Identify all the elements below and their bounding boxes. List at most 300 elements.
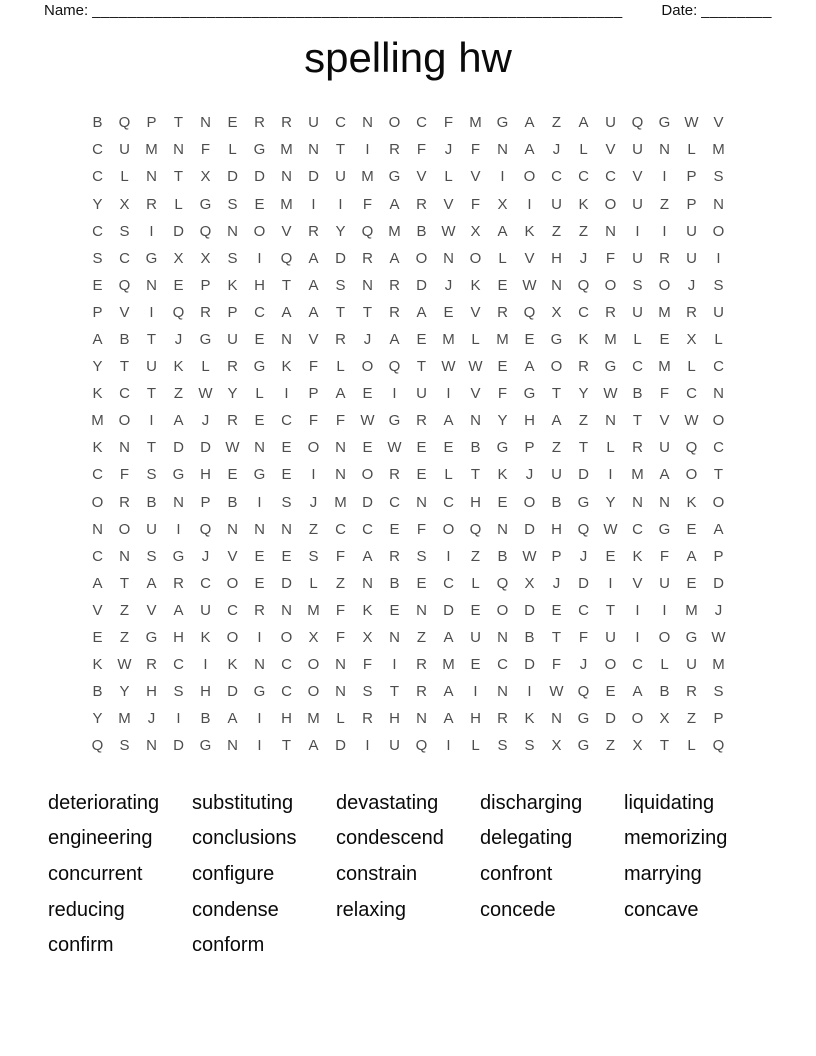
grid-letter: P <box>524 439 535 457</box>
grid-letter: Z <box>605 737 616 755</box>
grid-letter: P <box>551 547 562 565</box>
grid-letter: Y <box>335 222 346 240</box>
grid-letter: I <box>365 141 370 159</box>
grid-letter: B <box>200 710 211 728</box>
grid-letter: X <box>200 168 211 186</box>
grid-letter: O <box>361 466 374 484</box>
grid-letter: V <box>605 141 616 159</box>
grid-letter: P <box>200 493 211 511</box>
grid-letter: U <box>308 114 319 132</box>
grid-letter: L <box>444 466 453 484</box>
grid-letter: G <box>199 737 212 755</box>
grid-letter: J <box>552 574 561 592</box>
grid-letter: V <box>470 168 481 186</box>
grid-letter: I <box>365 737 370 755</box>
grid-letter: Z <box>173 385 184 403</box>
grid-letter: N <box>605 222 616 240</box>
grid-letter: I <box>527 683 532 701</box>
grid-letter: R <box>659 249 670 267</box>
grid-letter: B <box>551 493 562 511</box>
grid-letter: L <box>471 737 480 755</box>
grid-letter: S <box>146 466 157 484</box>
grid-letter: F <box>335 412 346 430</box>
grid-letter: V <box>308 330 319 348</box>
grid-letter: D <box>362 493 373 511</box>
grid-letter: L <box>687 737 696 755</box>
grid-letter: C <box>389 493 400 511</box>
grid-letter: X <box>551 303 562 321</box>
grid-letter: K <box>497 466 508 484</box>
grid-letter: K <box>524 222 535 240</box>
grid-letter: U <box>632 195 643 213</box>
grid-letter: I <box>257 737 262 755</box>
grid-letter: K <box>227 656 238 674</box>
grid-letter: U <box>416 385 427 403</box>
name-label: Name: <box>44 2 89 19</box>
grid-letter: R <box>578 358 589 376</box>
grid-letter: O <box>280 629 293 647</box>
grid-letter: L <box>471 330 480 348</box>
grid-letter: I <box>257 493 262 511</box>
grid-letter: G <box>550 330 563 348</box>
grid-letter: K <box>92 385 103 403</box>
grid-letter: R <box>605 303 616 321</box>
grid-letter: B <box>470 439 481 457</box>
grid-letter: F <box>578 629 589 647</box>
grid-letter: H <box>524 412 535 430</box>
grid-letter: N <box>146 276 157 294</box>
grid-letter: R <box>254 114 265 132</box>
grid-letter: Q <box>199 520 212 538</box>
grid-container <box>0 109 816 759</box>
grid-letter: G <box>577 737 590 755</box>
grid-letter: M <box>280 195 293 213</box>
grid-letter: K <box>470 276 481 294</box>
grid-letter: A <box>443 412 454 430</box>
grid-letter: C <box>416 114 427 132</box>
grid-letter: C <box>632 520 643 538</box>
grid-letter: E <box>443 303 454 321</box>
grid-letter: Z <box>470 547 481 565</box>
grid-letter: E <box>605 547 616 565</box>
grid-letter: N <box>362 574 373 592</box>
grid-letter: U <box>551 466 562 484</box>
grid-letter: A <box>92 574 103 592</box>
grid-letter: G <box>253 683 266 701</box>
grid-letter: G <box>388 168 401 186</box>
grid-letter: I <box>716 249 721 267</box>
grid-letter: J <box>444 141 453 159</box>
grid-letter: D <box>281 574 292 592</box>
grid-letter: C <box>632 656 643 674</box>
grid-letter: A <box>173 412 184 430</box>
grid-letter: N <box>605 412 616 430</box>
grid-letter: B <box>92 114 103 132</box>
grid-letter: N <box>416 710 427 728</box>
grid-letter: K <box>92 439 103 457</box>
grid-letter: T <box>119 358 130 376</box>
date-field-group <box>661 2 772 19</box>
grid-letter: T <box>632 412 643 430</box>
grid-letter: E <box>362 439 373 457</box>
grid-letter: J <box>687 276 696 294</box>
grid-letter: V <box>227 547 238 565</box>
grid-letter: E <box>254 412 265 430</box>
grid-letter: T <box>470 466 481 484</box>
grid-letter: O <box>685 466 698 484</box>
grid-letter: P <box>713 547 724 565</box>
grid-letter: Q <box>280 249 293 267</box>
word-list-item: discharging <box>480 791 583 814</box>
grid-letter: E <box>227 466 238 484</box>
grid-letter: A <box>308 276 319 294</box>
grid-letter: N <box>281 520 292 538</box>
grid-letter: I <box>635 222 640 240</box>
grid-letter: X <box>200 249 211 267</box>
grid-letter: R <box>119 493 130 511</box>
grid-letter: K <box>578 195 589 213</box>
grid-letter: X <box>659 710 670 728</box>
grid-letter: F <box>470 195 481 213</box>
grid-letter: H <box>146 683 157 701</box>
grid-letter: N <box>281 330 292 348</box>
grid-letter: F <box>551 656 562 674</box>
grid-letter: B <box>632 385 643 403</box>
grid-letter: N <box>416 493 427 511</box>
grid-letter: O <box>118 412 131 430</box>
grid-letter: O <box>253 222 266 240</box>
grid-letter: E <box>686 520 697 538</box>
grid-letter: N <box>227 222 238 240</box>
grid-letter: P <box>146 114 157 132</box>
grid-letter: R <box>173 574 184 592</box>
grid-letter: E <box>416 574 427 592</box>
grid-letter: L <box>336 710 345 728</box>
grid-letter: D <box>308 168 319 186</box>
grid-letter: J <box>525 466 534 484</box>
grid-letter: V <box>659 412 670 430</box>
grid-letter: H <box>470 710 481 728</box>
grid-letter: U <box>686 222 697 240</box>
grid-letter: E <box>443 439 454 457</box>
grid-letter: C <box>578 303 589 321</box>
grid-letter: R <box>308 222 319 240</box>
grid-letter: L <box>201 358 210 376</box>
grid-letter: N <box>173 141 184 159</box>
grid-letter: N <box>146 737 157 755</box>
grid-letter: A <box>578 114 589 132</box>
grid-letter: U <box>686 249 697 267</box>
grid-letter: X <box>632 737 643 755</box>
grid-letter: F <box>362 195 373 213</box>
grid-letter: T <box>659 737 670 755</box>
grid-letter: C <box>119 249 130 267</box>
word-list-item: constrain <box>336 862 418 885</box>
grid-letter: R <box>389 466 400 484</box>
word-list-item: reducing <box>48 898 125 921</box>
grid-letter: F <box>605 249 616 267</box>
grid-letter: F <box>497 385 508 403</box>
grid-letter: A <box>389 330 400 348</box>
grid-letter: R <box>416 195 427 213</box>
grid-letter: R <box>686 303 697 321</box>
grid-letter: T <box>335 141 346 159</box>
grid-letter: U <box>146 358 157 376</box>
grid-letter: T <box>551 629 562 647</box>
grid-letter: V <box>92 601 103 619</box>
grid-letter: N <box>551 276 562 294</box>
grid-letter: N <box>254 520 265 538</box>
grid-letter: E <box>470 601 481 619</box>
grid-letter: S <box>146 547 157 565</box>
grid-letter: G <box>145 249 158 267</box>
grid-letter: F <box>416 141 427 159</box>
grid-letter: O <box>442 520 455 538</box>
grid-letter: C <box>92 547 103 565</box>
grid-letter: F <box>308 358 319 376</box>
grid-letter: N <box>497 683 508 701</box>
grid-letter: M <box>685 601 698 619</box>
grid-letter: Z <box>686 710 697 728</box>
grid-letter: Q <box>523 303 536 321</box>
grid-letter: U <box>389 737 400 755</box>
grid-letter: F <box>416 520 427 538</box>
grid-letter: P <box>686 195 697 213</box>
grid-letter: U <box>632 249 643 267</box>
grid-letter: S <box>173 683 184 701</box>
grid-letter: G <box>685 629 698 647</box>
grid-letter: F <box>659 547 670 565</box>
grid-letter: M <box>145 141 158 159</box>
grid-letter: D <box>524 656 535 674</box>
grid-letter: O <box>415 249 428 267</box>
grid-letter: W <box>711 629 726 647</box>
grid-letter: S <box>713 683 724 701</box>
grid-letter: L <box>660 656 669 674</box>
grid-letter: C <box>443 574 454 592</box>
grid-letter: C <box>551 168 562 186</box>
grid-letter: U <box>551 195 562 213</box>
grid-letter: D <box>524 601 535 619</box>
grid-letter: O <box>523 493 536 511</box>
grid-letter: K <box>200 629 211 647</box>
grid-letter: M <box>361 168 374 186</box>
grid-letter: N <box>443 249 454 267</box>
grid-letter: M <box>388 222 401 240</box>
grid-letter: R <box>389 547 400 565</box>
grid-letter: G <box>523 385 536 403</box>
grid-letter: N <box>335 466 346 484</box>
grid-letter: W <box>360 412 375 430</box>
grid-letter: O <box>118 520 131 538</box>
word-list-item: marrying <box>624 862 702 885</box>
grid-letter: I <box>473 683 478 701</box>
grid-letter: K <box>686 493 697 511</box>
grid-letter: G <box>199 330 212 348</box>
grid-letter: A <box>362 547 373 565</box>
grid-letter: E <box>470 656 481 674</box>
grid-letter: I <box>311 466 316 484</box>
grid-letter: O <box>226 574 239 592</box>
grid-letter: A <box>281 303 292 321</box>
grid-letter: H <box>551 520 562 538</box>
grid-letter: O <box>388 114 401 132</box>
grid-letter: R <box>335 330 346 348</box>
grid-letter: M <box>631 466 644 484</box>
date-line: ________ <box>701 2 772 19</box>
grid-letter: K <box>227 276 238 294</box>
grid-letter: M <box>469 114 482 132</box>
grid-letter: L <box>444 168 453 186</box>
grid-letter: Q <box>712 737 725 755</box>
grid-letter: T <box>362 303 373 321</box>
grid-letter: B <box>92 683 103 701</box>
grid-letter: I <box>257 710 262 728</box>
grid-letter: A <box>524 141 535 159</box>
grid-letter: U <box>227 330 238 348</box>
grid-letter: D <box>335 249 346 267</box>
grid-letter: Q <box>388 358 401 376</box>
grid-letter: E <box>281 547 292 565</box>
grid-letter: D <box>605 710 616 728</box>
grid-letter: N <box>227 520 238 538</box>
grid-letter: Q <box>577 520 590 538</box>
grid-letter: G <box>496 439 509 457</box>
grid-letter: R <box>416 412 427 430</box>
grid-letter: C <box>281 412 292 430</box>
grid-letter: M <box>442 330 455 348</box>
word-list-item: liquidating <box>624 791 715 814</box>
grid-letter: G <box>172 547 185 565</box>
grid-letter: Y <box>92 710 103 728</box>
grid-letter: A <box>443 710 454 728</box>
grid-letter: M <box>442 656 455 674</box>
grid-letter: K <box>92 656 103 674</box>
grid-letter: R <box>497 303 508 321</box>
grid-letter: I <box>311 195 316 213</box>
grid-letter: R <box>200 303 211 321</box>
grid-letter: S <box>416 547 427 565</box>
grid-letter: W <box>198 385 213 403</box>
grid-letter: O <box>226 629 239 647</box>
grid-letter: C <box>200 574 211 592</box>
grid-letter: C <box>686 385 697 403</box>
grid-letter: X <box>551 737 562 755</box>
grid-letter: Z <box>308 520 319 538</box>
grid-letter: O <box>631 710 644 728</box>
grid-letter: Q <box>361 222 374 240</box>
grid-letter: Z <box>578 412 589 430</box>
grid-letter: W <box>441 222 456 240</box>
grid-letter: S <box>713 168 724 186</box>
grid-letter: W <box>441 358 456 376</box>
grid-letter: A <box>551 412 562 430</box>
grid-letter: O <box>307 656 320 674</box>
grid-letter: N <box>119 547 130 565</box>
grid-letter: S <box>119 222 130 240</box>
grid-letter: B <box>659 683 670 701</box>
grid-letter: N <box>497 629 508 647</box>
word-list-item: deteriorating <box>48 791 160 814</box>
grid-letter: A <box>389 249 400 267</box>
grid-letter: C <box>92 222 103 240</box>
grid-letter: R <box>281 114 292 132</box>
grid-letter: L <box>255 385 264 403</box>
grid-letter: S <box>335 276 346 294</box>
grid-letter: H <box>389 710 400 728</box>
grid-letter: N <box>254 439 265 457</box>
grid-letter: O <box>712 493 725 511</box>
grid-letter: E <box>173 276 184 294</box>
grid-letter: M <box>604 330 617 348</box>
grid-letter: L <box>606 439 615 457</box>
word-list-item: condense <box>192 898 279 921</box>
grid-letter: O <box>496 601 509 619</box>
grid-letter: F <box>335 601 346 619</box>
grid-letter: O <box>604 276 617 294</box>
grid-letter: G <box>253 466 266 484</box>
grid-letter: X <box>470 222 481 240</box>
grid-letter: F <box>443 114 454 132</box>
grid-letter: I <box>662 601 667 619</box>
grid-letter: O <box>91 493 104 511</box>
grid-letter: I <box>608 574 613 592</box>
grid-letter: Q <box>577 276 590 294</box>
grid-letter: M <box>118 710 131 728</box>
grid-letter: L <box>633 330 642 348</box>
grid-letter: Q <box>118 276 131 294</box>
grid-letter: G <box>604 358 617 376</box>
grid-letter: A <box>524 114 535 132</box>
grid-letter: I <box>176 710 181 728</box>
grid-letter: N <box>362 276 373 294</box>
word-list-item: conclusions <box>192 827 297 850</box>
grid-letter: O <box>469 249 482 267</box>
grid-letter: V <box>443 195 454 213</box>
grid-letter: T <box>416 358 427 376</box>
grid-letter: X <box>308 629 319 647</box>
grid-letter: N <box>335 656 346 674</box>
grid-letter: X <box>173 249 184 267</box>
grid-letter: S <box>92 249 103 267</box>
name-line: ____________________________________________________________ <box>92 2 623 19</box>
grid-letter: Q <box>577 683 590 701</box>
grid-letter: N <box>254 656 265 674</box>
grid-letter: M <box>307 710 320 728</box>
grid-letter: N <box>713 195 724 213</box>
grid-letter: M <box>658 303 671 321</box>
grid-letter: G <box>658 114 671 132</box>
grid-letter: A <box>497 222 508 240</box>
grid-letter: C <box>281 656 292 674</box>
grid-letter: L <box>687 358 696 376</box>
grid-letter: N <box>308 141 319 159</box>
grid-letter: Q <box>415 737 428 755</box>
grid-letter: M <box>307 601 320 619</box>
grid-letter: U <box>119 141 130 159</box>
grid-letter: R <box>227 412 238 430</box>
grid-letter: A <box>416 303 427 321</box>
grid-letter: N <box>92 520 103 538</box>
grid-letter: S <box>362 683 373 701</box>
grid-letter: X <box>497 195 508 213</box>
grid-letter: R <box>146 195 157 213</box>
grid-letter: X <box>362 629 373 647</box>
grid-letter: A <box>632 683 643 701</box>
word-list-item: devastating <box>336 791 439 814</box>
grid-letter: E <box>497 276 508 294</box>
word-list-item: memorizing <box>624 827 728 850</box>
